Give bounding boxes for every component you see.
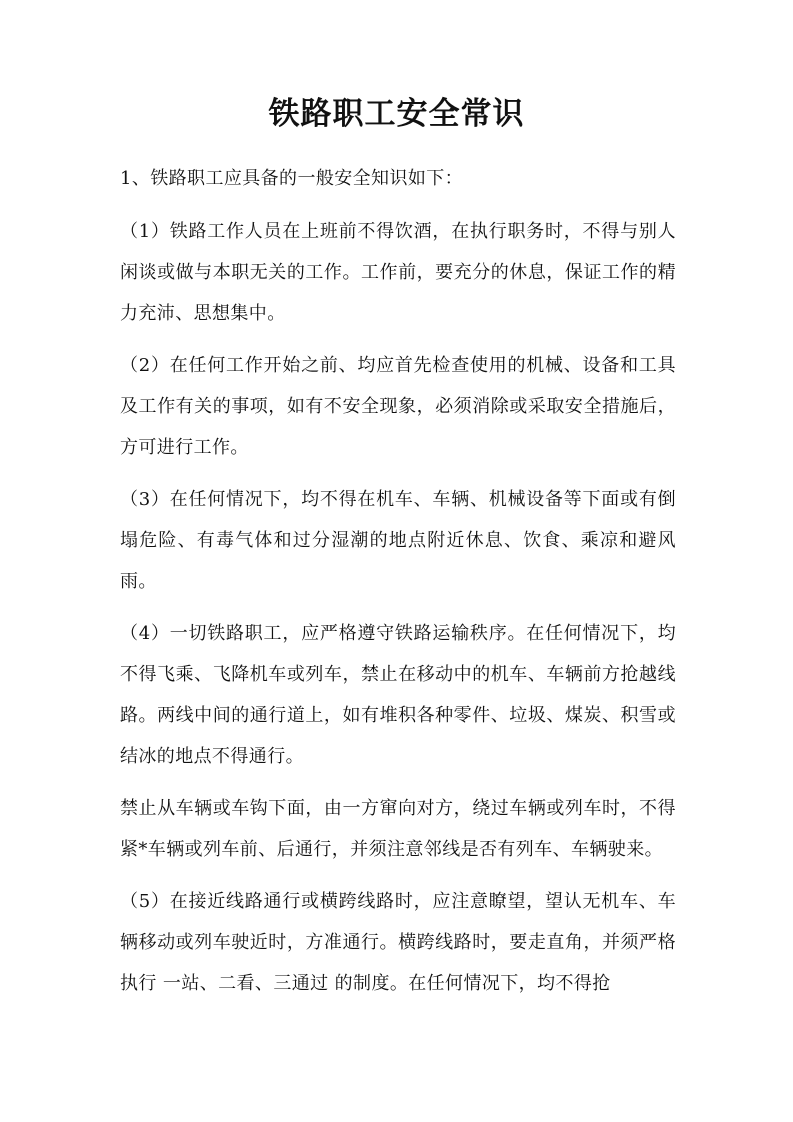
- paragraph-item-5: （5）在接近线路通行或横跨线路时，应注意瞭望，望认无机车、车辆移动或列车驶近时，方准通行。横跨线路时，要走直角，并须严格执行 一站、二看、三通过 的制度。在任何情况下，均不得抢: [120, 891, 676, 994]
- paragraph-item-4: （4）一切铁路职工，应严格遵守铁路运输秩序。在任何情况下，均不得飞乘、飞降机车或列车，禁止在移动中的机车、车辆前方抢越线路。两线中间的通行道上，如有堆积各种零件、垃圾、煤炭、积雪或结冰的地点不得通行。: [120, 623, 676, 767]
- document-body: [120, 158, 676, 1015]
- paragraph-intro: 1、铁路职工应具备的一般安全知识如下：: [120, 168, 464, 189]
- page-title: 铁路职工安全常识: [268, 96, 525, 132]
- paragraph-item-1: （1）铁路工作人员在上班前不得饮酒，在执行职务时，不得与别人闲谈或做与本职无关的工作。工作前，要充分的休息，保证工作的精力充沛、思想集中。: [120, 221, 676, 324]
- paragraph-item-2: （2）在任何工作开始之前、均应首先检查使用的机械、设备和工具及工作有关的事项，如有不安全现象，必须消除或采取安全措施后，方可进行工作。: [120, 355, 676, 458]
- paragraph-item-4-continued: 禁止从车辆或车钩下面，由一方窜向对方，绕过车辆或列车时，不得紧*车辆或列车前、后通行，并须注意邻线是否有列车、车辆驶来。: [120, 798, 676, 860]
- paragraph-item-3: （3）在任何情况下，均不得在机车、车辆、机械设备等下面或有倒塌危险、有毒气体和过分湿潮的地点附近休息、饮食、乘凉和避风雨。: [120, 489, 676, 592]
